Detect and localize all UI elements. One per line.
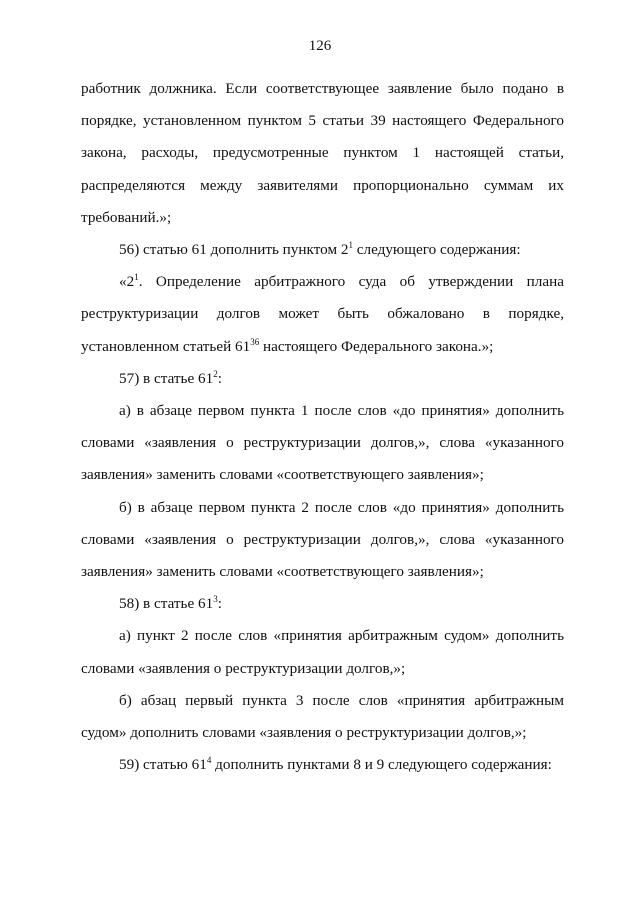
superscript: 2 [213,368,218,379]
page-number: 126 [308,38,332,54]
paragraph-item-59 [81,749,564,781]
paragraph-item-58 [81,588,564,620]
text-run: 56) статью 61 дополнить пунктом 2 [119,241,349,259]
text-run: 57) в статье 61 [119,369,214,387]
text-run: . Определение арбитражного суда об утверждении плана реструктуризации долгов может быть обжаловано в порядке, установленном статьей 61 [81,273,564,355]
paragraph-quote-2-1 [81,266,564,363]
paragraph-continuation [81,73,564,234]
text-run: б) в абзаце первом пункта 2 после слов «до принятия» дополнить словами «заявления о реструктуризации долгов,», слова «указанного заявления» заменить словами «соответствующего заявления»; [81,498,564,581]
text-run: 58) в статье 61 [119,595,214,613]
text-run: а) в абзаце первом пункта 1 после слов «до принятия» дополнить словами «заявления о реструктуризации долгов,», слова «указанного заявления» заменить словами «соответствующего заявления»; [81,402,564,484]
text-run: : [217,369,222,387]
paragraph-item-57b [81,492,564,589]
superscript: 1 [134,272,139,283]
paragraph-item-57a [81,395,564,492]
text-run: следующего содержания: [352,241,521,259]
superscript: 3 [213,594,218,605]
text-run: а) пункт 2 после слов «принятия арбитражным судом» дополнить словами «заявления о реструктуризации долгов,»; [81,627,564,677]
paragraph-item-58a [81,620,564,684]
text-run: б) абзац первый пункта 3 после слов «принятия арбитражным судом» дополнить словами «заявления о реструктуризации долгов,»; [81,691,564,742]
paragraph-item-56 [81,234,564,266]
paragraph-item-57 [81,363,564,395]
text-run: дополнить пунктами 8 и 9 следующего содержания: [211,756,552,774]
text-run: «2 [119,273,135,291]
text-run: настоящего Федерального закона.»; [259,337,494,355]
text-run: 59) статью 61 [119,756,207,774]
text-run: работник должника. Если соответствующее заявление было подано в порядке, установленном пунктом 5 статьи 39 настоящего Федерального закона, расходы, предусмотренные пунктом 1 настоящей статьи, распределяются между заявителями пропорционально суммам их требований.»; [81,80,564,226]
paragraph-item-58b [81,685,564,749]
superscript: 36 [250,336,260,347]
superscript: 1 [348,240,353,251]
superscript: 4 [206,755,212,766]
document-body [81,73,564,781]
text-run: : [217,595,222,613]
